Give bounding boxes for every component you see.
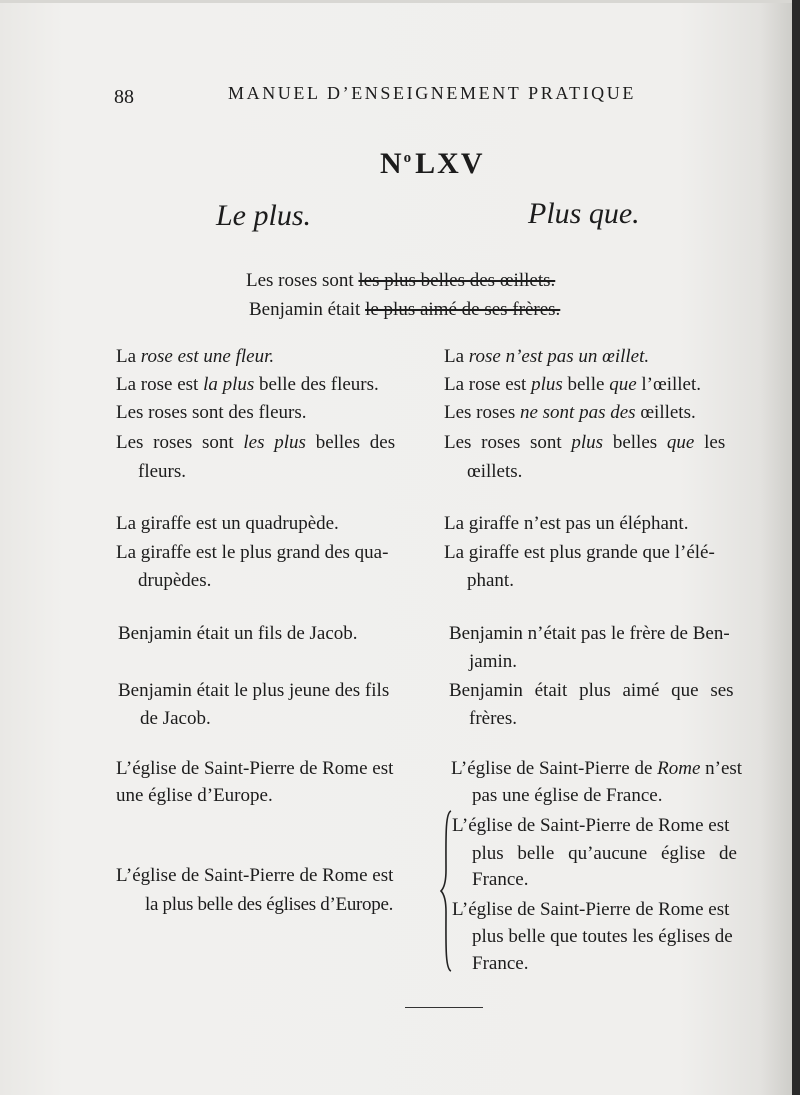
right-line-4 — [444, 429, 725, 456]
right-line-4-d: que — [666, 432, 695, 453]
left-line-2-b: la plus — [203, 374, 255, 395]
right-line-2-d: que — [609, 374, 637, 395]
section-number — [380, 145, 485, 180]
left-line-9-cont: une église d’Europe. — [116, 785, 273, 806]
running-title: MANUEL D’ENSEIGNEMENT PRATIQUE — [228, 83, 636, 103]
page-right-edge — [792, 0, 800, 1095]
right-line-9-c: n’est — [700, 758, 743, 779]
right-line-10: L’église de Saint-Pierre de Rome est — [452, 815, 730, 836]
right-line-1-a: La — [444, 346, 469, 367]
left-line-8-cont: de Jacob. — [140, 708, 211, 729]
left-line-5: La giraffe est un quadrupède. — [116, 513, 339, 534]
crossed-example-2 — [249, 296, 560, 323]
right-line-1-b: rose n’est pas un œillet. — [468, 346, 650, 367]
right-line-10-cont: plus belle qu’aucune église de — [472, 843, 737, 864]
page-top-edge — [0, 0, 800, 3]
left-line-4-b: les plus — [243, 432, 306, 453]
right-line-2-a: La rose est — [444, 374, 532, 395]
right-line-4-e: les — [694, 432, 726, 453]
right-line-9-cont: pas une église de France. — [472, 785, 663, 806]
right-line-11: L’église de Saint-Pierre de Rome est — [452, 899, 730, 920]
right-line-4-c: belles — [603, 432, 667, 453]
right-line-4-a: Les roses sont — [444, 432, 572, 453]
right-line-4-b: plus — [571, 432, 604, 453]
left-line-1 — [116, 343, 274, 370]
left-line-4-cont: fleurs. — [138, 461, 187, 482]
right-line-7: Benjamin n’était pas le frère de Ben- — [449, 623, 730, 644]
closing-rule — [405, 1007, 483, 1008]
right-line-3-c: œillets. — [635, 402, 696, 423]
section-number-prefix: N — [380, 147, 404, 180]
right-line-2 — [444, 371, 701, 398]
left-column-heading: Le plus. — [216, 199, 312, 232]
left-line-4-c: belles des — [305, 432, 396, 453]
right-line-9-b: Rome — [657, 758, 701, 779]
right-line-2-c: belle — [562, 374, 610, 395]
left-line-1-b: rose est une fleur. — [140, 346, 275, 367]
left-line-4-a: Les roses sont — [116, 432, 244, 453]
right-line-2-e: l’œillet. — [636, 374, 702, 395]
section-number-sup: o — [403, 150, 414, 166]
right-line-8-cont: frères. — [469, 708, 517, 729]
left-line-9: L’église de Saint-Pierre de Rome est — [116, 758, 394, 779]
left-line-10: L’église de Saint-Pierre de Rome est — [116, 865, 394, 886]
left-line-7: Benjamin était un fils de Jacob. — [118, 623, 358, 644]
left-line-6: La giraffe est le plus grand des qua- — [116, 542, 389, 563]
right-line-4-cont: œillets. — [467, 461, 523, 482]
crossed-example-1 — [246, 267, 555, 294]
left-line-4 — [116, 429, 395, 456]
crossed-example-2-struck: le plus aimé de ses frères. — [365, 299, 561, 320]
right-line-1 — [444, 343, 649, 370]
left-line-2 — [116, 371, 379, 398]
right-line-3-b: ne sont pas des — [519, 402, 636, 423]
right-line-6-cont: phant. — [467, 570, 514, 591]
right-line-3-a: Les roses — [444, 402, 520, 423]
left-line-2-a: La rose est — [116, 374, 204, 395]
left-line-6-cont: drupèdes. — [138, 570, 212, 591]
left-line-1-a: La — [116, 346, 141, 367]
right-line-10-cont2: France. — [472, 869, 529, 890]
crossed-example-2-text: Benjamin était — [249, 299, 366, 320]
right-line-11-cont: plus belle que toutes les églises de — [472, 926, 733, 947]
right-line-9-a: L’église de Saint-Pierre de — [451, 758, 658, 779]
page-number: 88 — [114, 86, 134, 108]
right-line-8: Benjamin était plus aimé que ses — [449, 680, 734, 701]
brace-icon — [440, 810, 452, 972]
left-line-2-c: belle des fleurs. — [254, 374, 379, 395]
crossed-example-1-struck: les plus belles des œillets. — [358, 270, 556, 291]
right-line-6: La giraffe est plus grande que l’élé- — [444, 542, 715, 563]
crossed-example-1-text: Les roses sont — [246, 270, 359, 291]
left-line-8: Benjamin était le plus jeune des fils — [118, 680, 390, 701]
right-line-11-cont2: France. — [472, 953, 529, 974]
left-line-10-cont: la plus belle des églises d’Europe. — [145, 894, 394, 915]
left-line-3: Les roses sont des fleurs. — [116, 402, 307, 423]
right-column-heading: Plus que. — [528, 197, 640, 230]
right-line-9 — [451, 755, 742, 782]
section-number-value: LXV — [415, 147, 485, 180]
right-line-5: La giraffe n’est pas un éléphant. — [444, 513, 689, 534]
right-line-7-cont: jamin. — [469, 651, 518, 672]
right-line-2-b: plus — [531, 374, 563, 395]
right-line-3 — [444, 399, 696, 426]
